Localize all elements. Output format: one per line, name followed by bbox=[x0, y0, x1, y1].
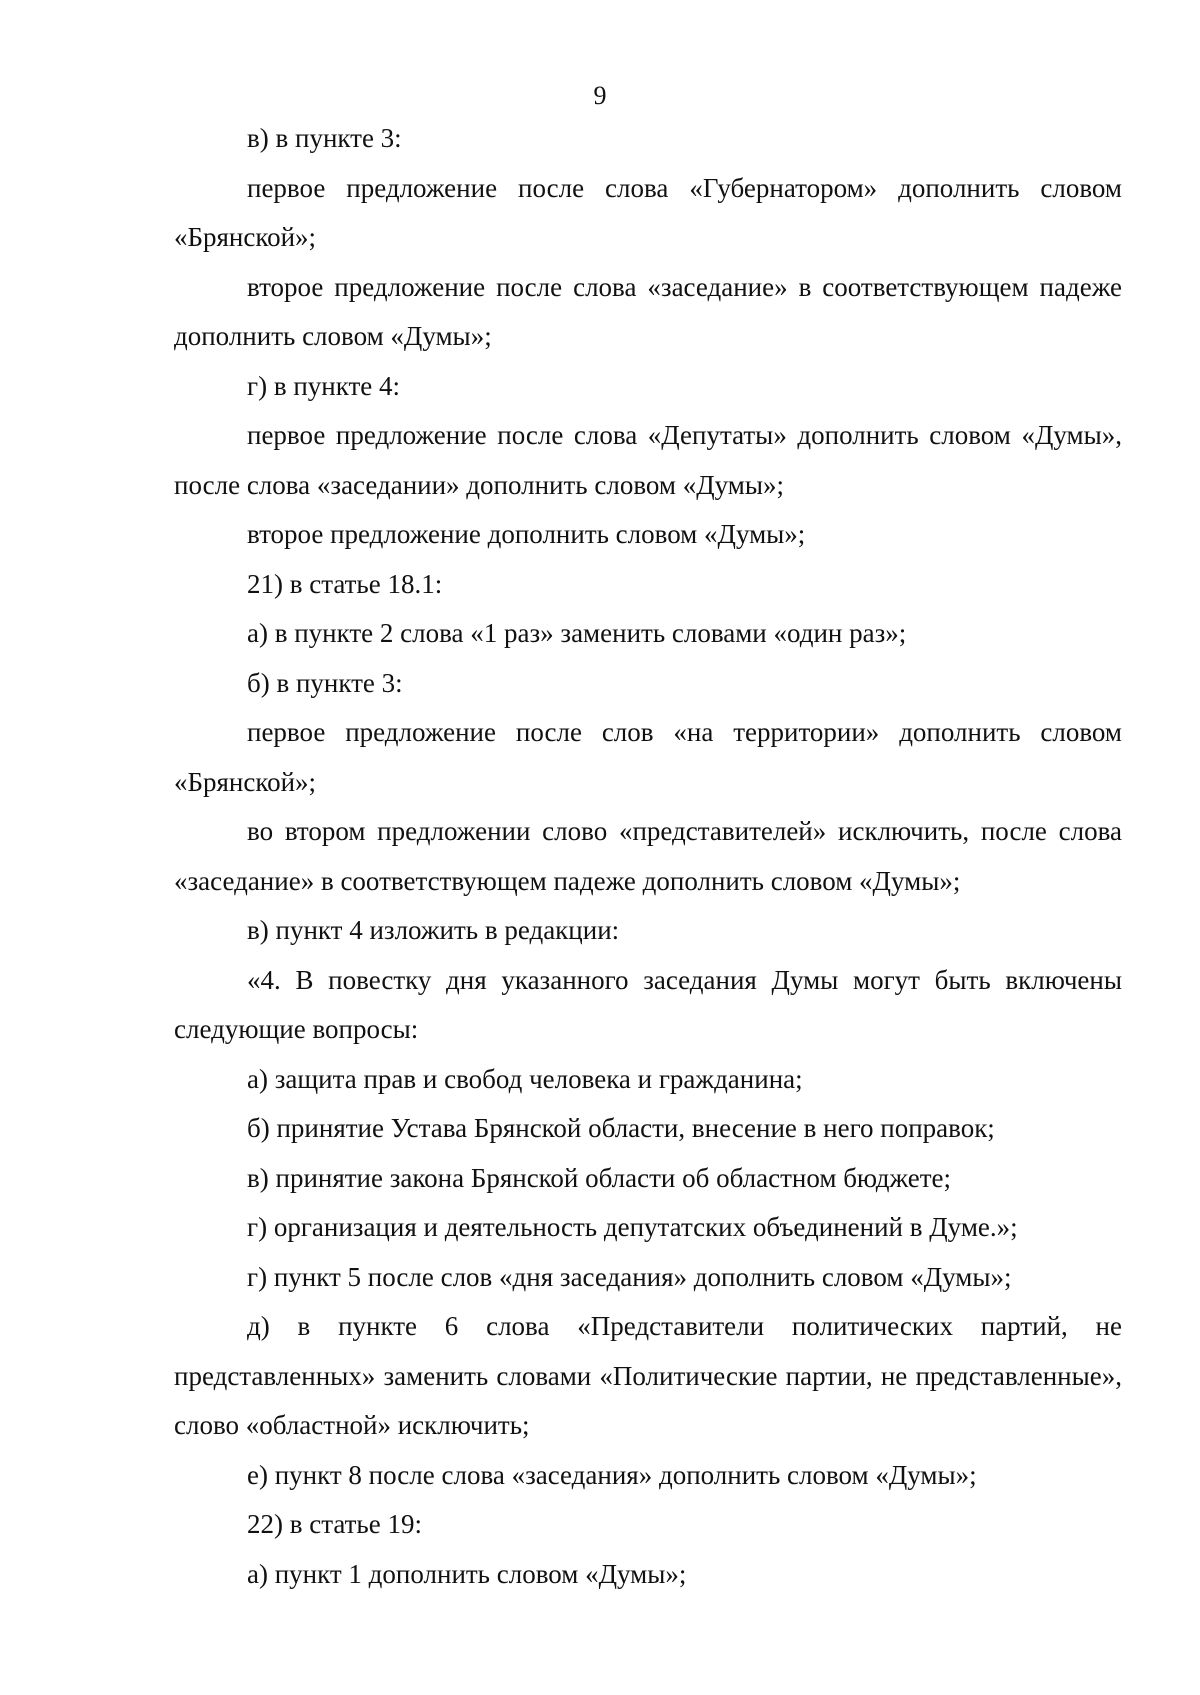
paragraph: 21) в статье 18.1: bbox=[247, 568, 443, 599]
paragraph: б) в пункте 3: bbox=[247, 667, 403, 698]
paragraph: «4. В повестку дня указанного заседания Думы могут быть включены следующие вопросы: bbox=[174, 964, 1122, 1044]
paragraph: первое предложение после слов «на территории» дополнить словом «Брянской»; bbox=[174, 717, 1122, 797]
paragraph: а) защита прав и свобод человека и гражданина; bbox=[247, 1063, 803, 1094]
paragraph: в) пункт 4 изложить в редакции: bbox=[247, 915, 620, 945]
page-number: 9 bbox=[593, 81, 607, 110]
paragraph: первое предложение после слова «Губернатором» дополнить словом «Брянской»; bbox=[174, 172, 1122, 252]
paragraph: г) организация и деятельность депутатских объединений в Думе.»; bbox=[247, 1212, 1018, 1242]
paragraph: в) принятие закона Брянской области об областном бюджете; bbox=[247, 1162, 952, 1193]
document-body bbox=[174, 114, 1122, 1599]
paragraph: б) принятие Устава Брянской области, внесение в него поправок; bbox=[247, 1113, 995, 1143]
paragraph: а) в пункте 2 слова «1 раз» заменить словами «один раз»; bbox=[247, 618, 907, 648]
paragraph: второе предложение дополнить словом «Думы»; bbox=[247, 519, 806, 549]
paragraph: 22) в статье 19: bbox=[247, 1509, 422, 1539]
paragraph: е) пункт 8 после слова «заседания» дополнить словом «Думы»; bbox=[247, 1459, 977, 1490]
paragraph: г) в пункте 4: bbox=[247, 370, 401, 401]
paragraph: в) в пункте 3: bbox=[247, 123, 402, 153]
paragraph: во втором предложении слово «представителей» исключить, после слова «заседание» в соответствующем падеже дополнить словом «Думы»; bbox=[174, 816, 1122, 896]
paragraph: д) в пункте 6 слова «Представители политических партий, не представленных» заменить словами «Политические партии, не представленные», слово «областной» исключить; bbox=[174, 1311, 1122, 1440]
paragraph: первое предложение после слова «Депутаты» дополнить словом «Думы», после слова «заседании» дополнить словом «Думы»; bbox=[174, 420, 1122, 500]
paragraph: г) пункт 5 после слов «дня заседания» дополнить словом «Думы»; bbox=[247, 1261, 1012, 1292]
paragraph: второе предложение после слова «заседание» в соответствующем падеже дополнить словом «Думы»; bbox=[174, 271, 1122, 351]
paragraph: а) пункт 1 дополнить словом «Думы»; bbox=[247, 1558, 687, 1589]
